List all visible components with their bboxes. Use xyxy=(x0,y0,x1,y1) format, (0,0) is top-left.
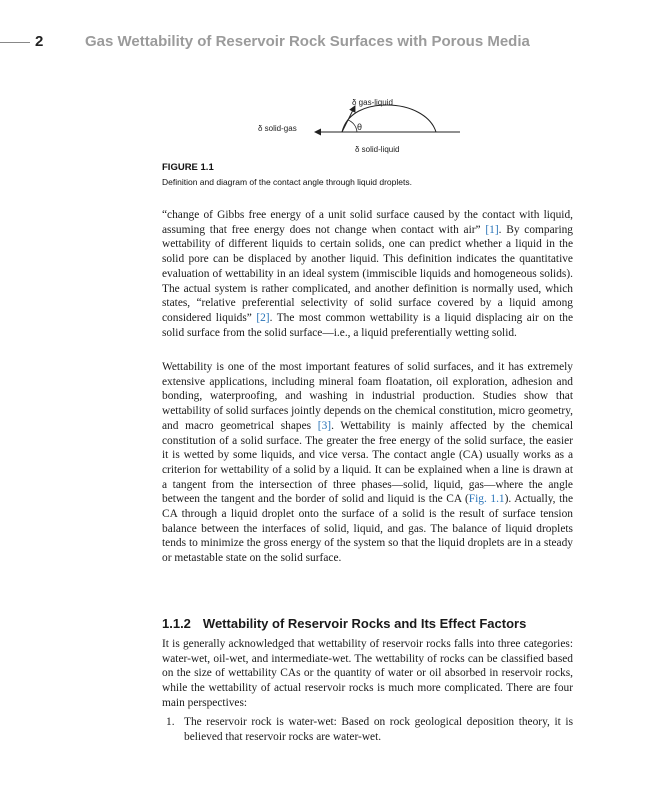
running-head: Gas Wettability of Reservoir Rock Surfaces with Porous Media xyxy=(85,33,530,50)
contact-angle-figure xyxy=(255,92,475,160)
figure-caption-label: FIGURE 1.1 xyxy=(162,162,214,173)
citation-link-3[interactable]: [3] xyxy=(317,419,332,432)
paragraph-2-text: Wettability is one of the most important features of solid surfaces, and it has extremely extensive applications, including mineral foam floatation, oil exploration, adhesion and bonding, waterproofing, and washing in industrial production. Studies show that wettability of solid surfaces jointly depends on the chemical constitution, micro geometry, and macro geometrical shapes xyxy=(162,361,573,432)
figure-link-1-1[interactable]: Fig. 1.1 xyxy=(468,493,505,506)
paragraph-1-text-2: . By comparing wettability of different liquids to certain solids, one can predict whether a liquid in the solid pore can be displaced by another liquid. This definition indicates the quantitative evaluation of wettability in an ideal system (immiscible liquids and homogeneous solids). The actual system is rather complicated, and another definition is normally used, which states, “relative preferential selectivity of solid surface covered by a liquid among considered liquids” xyxy=(162,223,573,324)
header-rule xyxy=(0,42,30,43)
figure-caption-text: Definition and diagram of the contact angle through liquid droplets. xyxy=(162,177,412,187)
gas-liquid-label: δ gas-liquid xyxy=(352,98,393,107)
theta-label: θ xyxy=(357,122,363,132)
paragraph-2-text-2: . Wettability is mainly affected by the chemical constitution of a solid surface. The greater the free energy of the solid surface, the easier it is wetted by some liquids, and vice versa. The contact angle (CA) usually works as a criterion for wettability of a solid by a liquid. It can be explained when a line is drawn at a tangent from the intersection of three phases—solid, liquid, gas—where the angle between the tangent and the border of solid and liquid is the CA ( xyxy=(162,419,573,506)
citation-link-1[interactable]: [1] xyxy=(485,223,499,236)
section-number: 1.1.2 xyxy=(162,616,191,631)
solid-liquid-label: δ solid-liquid xyxy=(355,145,400,154)
paragraph-1-text: “change of Gibbs free energy of a unit solid surface caused by the contact with liquid, assuming that free energy does not change when contact with air” xyxy=(162,209,573,236)
body-paragraph-1 xyxy=(162,208,573,340)
page-number: 2 xyxy=(35,33,44,50)
section-title: Wettability of Reservoir Rocks and Its Effect Factors xyxy=(202,616,527,631)
citation-link-2[interactable]: [2] xyxy=(256,311,270,324)
body-paragraph-3: It is generally acknowledged that wettability of reservoir rocks falls into three categories: water-wet, oil-wet, and intermediate-wet. The wettability of rocks can be classified based on the size of wettability CAs or the quantity of water or oil absorbed in reservoir rocks, while the wettability of actual reservoir rocks is much more complicated. There are four main perspectives: xyxy=(162,638,573,709)
solid-gas-label: δ solid-gas xyxy=(258,124,297,133)
paragraph-2-text-3: ). Actually, the CA through a liquid droplet onto the surface of a solid is the result of surface tension balance between the interfaces of solid, liquid, and gas. The balance of liquid droplets tends to minimize the gross energy of the system so that the liquid droplets are in a steady or metastable state on the solid surface. xyxy=(162,493,573,565)
list-item xyxy=(162,715,573,744)
contact-angle-arc xyxy=(348,120,357,132)
list-item-marker: 1. xyxy=(166,716,175,728)
perspectives-list xyxy=(162,715,573,744)
body-paragraph-2 xyxy=(162,360,573,566)
section-heading xyxy=(162,616,582,631)
list-item-text: The reservoir rock is water-wet: Based on rock geological deposition theory, it is believed that reservoir rocks are water-wet. xyxy=(184,716,573,743)
paragraph-1-text-3: . The most common wettability is a liquid displacing air on the solid surface from the solid surface—i.e., a liquid preferentially wetting solid. xyxy=(162,311,573,339)
